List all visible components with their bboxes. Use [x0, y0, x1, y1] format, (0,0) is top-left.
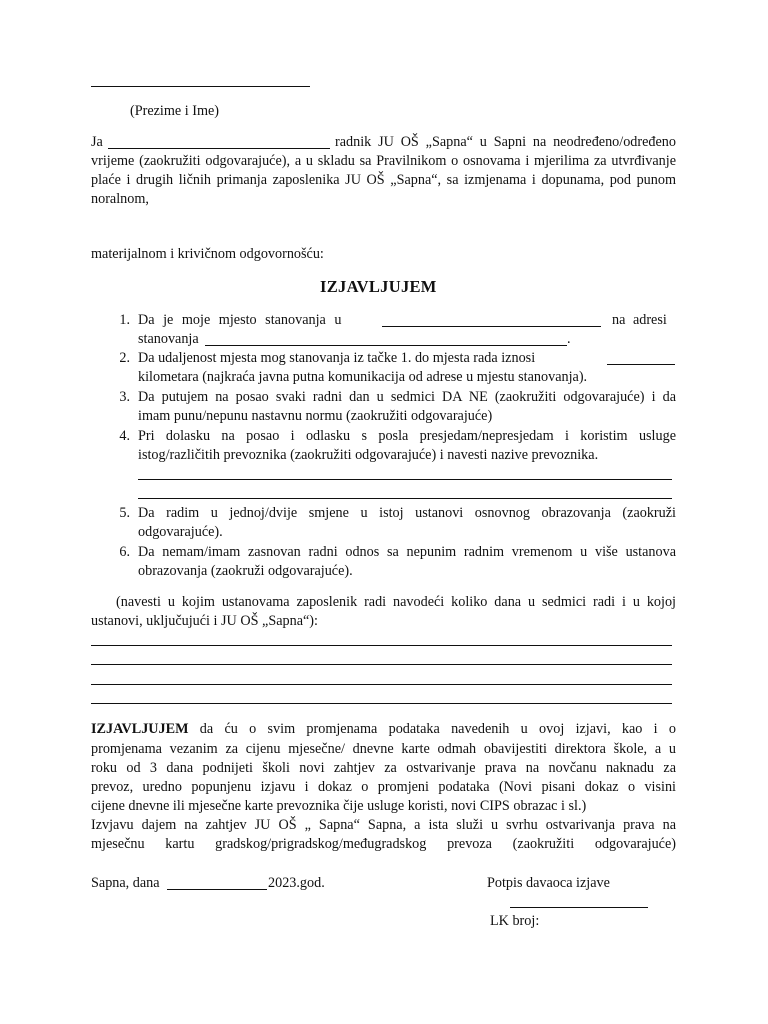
declaration-line-3: roku od 3 dana podnijeti školi novi zahtjev za ostvarivanje prava na novčanu naknadu za [91, 760, 676, 776]
item-6-line-2: obrazovanja (zaokruži odgovarajuće). [138, 563, 353, 579]
declaration-line-1 [91, 721, 676, 738]
note-line-2: ustanovi, uključujući i JU OŠ „Sapna“): [91, 613, 318, 629]
lk-number-label: LK broj: [490, 913, 540, 929]
declaration-line-6: Izvjavu dajem na zahtjev JU OŠ „ Sapna“ Sapna, a ista služi u svrhu ostvarivanja prava na [91, 817, 676, 833]
item-4-line-2: istog/različitih prevoznika (zaokružiti odgovarajuće) i navesti nazive prevoznika. [138, 447, 599, 463]
item-1-text-c: stanovanja [138, 331, 199, 347]
item-1-text-b: na adresi [612, 312, 667, 328]
intro-line-2: vrijeme (zaokružiti odgovarajuće), a u skladu sa Pravilnikom o osnovama i mjerilima za utvrđivanje [91, 153, 676, 169]
item-5-line-2: odgovarajuće). [138, 524, 223, 540]
distance-km-field[interactable] [607, 364, 675, 365]
note-line-1: (navesti u kojim ustanovama zaposlenik radi navodeći koliko dana u sedmici radi i u kojoj [116, 594, 676, 610]
item-5-line-1: Da radim u jednoj/dvije smjene u istoj ustanovi osnovnog obrazovanja (zaokruži [138, 505, 676, 521]
intro-line-3: plaće i drugih ličnih primanja zaposlenika JU OŠ „Sapna“, sa izmjenama i dopunama, pod punom [91, 172, 676, 188]
carriers-field-2[interactable] [138, 498, 672, 499]
signature-label: Potpis davaoca izjave [487, 875, 610, 891]
document-title: IZJAVLJUJEM [320, 277, 437, 296]
item-3-line-2: imam punu/nepunu nastavnu normu (zaokružiti odgovarajuće) [138, 408, 493, 424]
item-4-line-1: Pri dolasku na posao i odlasku s posla presjedam/nepresjedam i koristim usluge [138, 428, 676, 444]
place-date-label: Sapna, dana [91, 875, 160, 891]
declaration-line-7: mjesečnu kartu gradskog/prigradskog/međugradskog prevoza (zaokružiti odgovarajuće) [91, 836, 676, 852]
residence-address-field[interactable] [205, 345, 567, 346]
intro-ja: Ja [91, 134, 103, 150]
declaration-line-4: prevoz, uredno popunjenu izjavu i dokaz o promjeni podataka (Novi pisani dokaz o visini [91, 779, 676, 795]
item-2-line-1: Da udaljenost mjesta mog stanovanja iz tačke 1. do mjesta rada iznosi [138, 350, 536, 366]
institutions-field-4[interactable] [91, 703, 672, 704]
item-number: 4. [119, 428, 130, 444]
item-number: 1. [119, 312, 130, 328]
institutions-field-1[interactable] [91, 645, 672, 646]
item-number: 3. [119, 389, 130, 405]
intro-line-5: materijalnom i krivičnom odgovornošću: [91, 246, 324, 262]
institutions-field-3[interactable] [91, 684, 672, 685]
item-2-line-2: kilometara (najkraća javna putna komunikacija od adrese u mjestu stanovanja). [138, 369, 588, 385]
item-6-line-1: Da nemam/imam zasnovan radni odnos sa nepunim radnim vremenom u više ustanova [138, 544, 676, 560]
name-signature-line[interactable] [91, 86, 310, 87]
item-number: 2. [119, 350, 130, 366]
intro-line-4: noralnom, [91, 191, 149, 207]
declaration-line-2: promjenama vezanim za cijenu mjesečne/ dnevne karte odmah obavijestiti direktora škole, a u [91, 741, 676, 757]
intro-line-1: radnik JU OŠ „Sapna“ u Sapni na neodređeno/određeno [335, 134, 676, 150]
carriers-field-1[interactable] [138, 479, 672, 480]
worker-name-field[interactable] [108, 148, 330, 149]
item-number: 6. [119, 544, 130, 560]
date-field[interactable] [167, 889, 267, 890]
item-number: 5. [119, 505, 130, 521]
item-3-line-1: Da putujem na posao svaki radni dan u sedmici DA NE (zaokružiti odgovarajuće) i da [138, 389, 676, 405]
signature-field[interactable] [510, 907, 648, 908]
declaration-line-5: cijene dnevne ili mjesečne karte prevoznika čije usluge koristi, novi CIPS obrazac i sl.) [91, 798, 587, 814]
item-1-text-a: Da je moje mjesto stanovanja u [138, 312, 342, 328]
institutions-field-2[interactable] [91, 664, 672, 665]
item-1-text-d: . [567, 331, 571, 347]
declaration-bold: IZJAVLJUJEM [91, 721, 189, 737]
name-caption: (Prezime i Ime) [130, 103, 220, 119]
declaration-line-1-rest: da ću o svim promjenama podataka navedenih u ovoj izjavi, kao i o [199, 721, 676, 737]
residence-place-field[interactable] [382, 326, 601, 327]
place-date-year: 2023.god. [268, 875, 325, 891]
